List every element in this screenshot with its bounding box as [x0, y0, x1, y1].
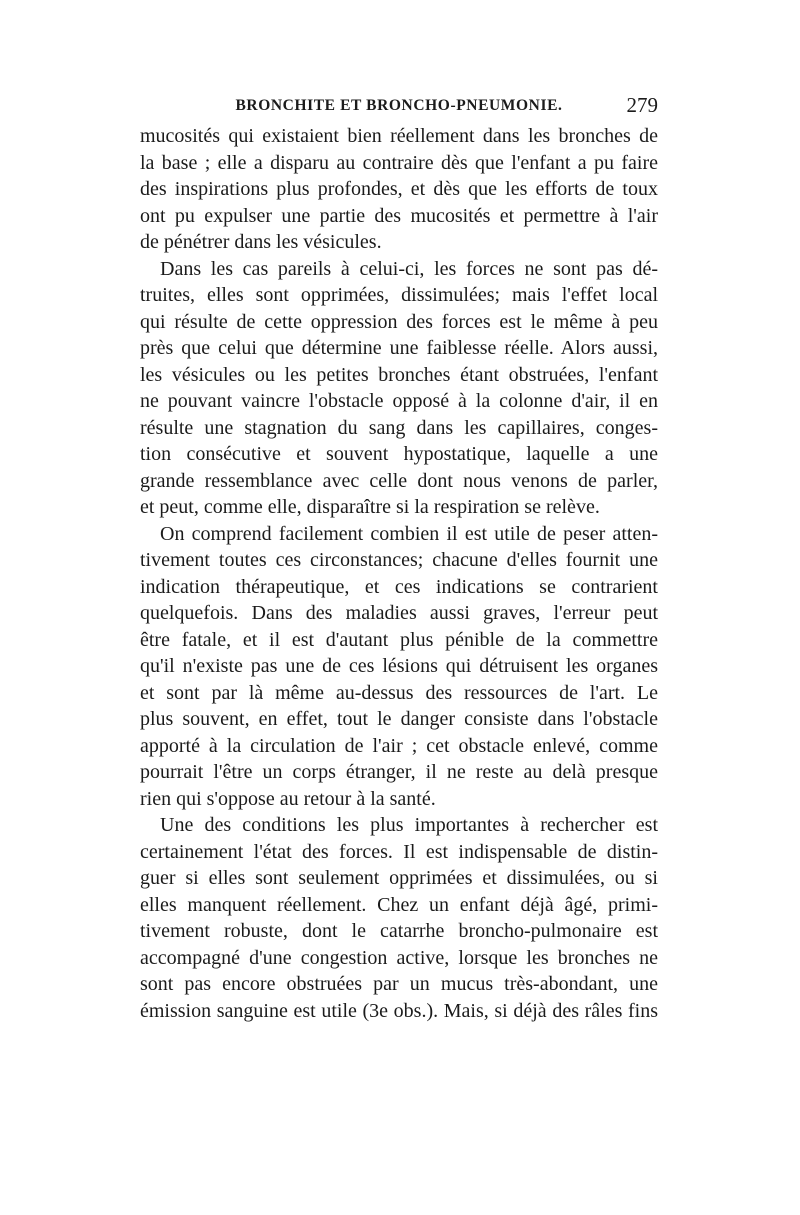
text-line: la base ; elle a disparu au contraire dès que l'enfant a pu faire — [140, 151, 658, 174]
text-line: indication thérapeutique, et ces indications se contrarient — [140, 575, 658, 598]
text-line: qu'il n'existe pas une de ces lésions qui détruisent les organes — [140, 655, 658, 677]
text-line: elles manquent réellement. Chez un enfant déjà âgé, primi- — [140, 893, 658, 916]
text-line: tion consécutive et souvent hypostatique, laquelle a une — [140, 443, 658, 465]
text-line: certainement l'état des forces. Il est indispensable de distin- — [140, 840, 658, 863]
running-title: BRONCHITE ET BRONCHO-PNEUMONIE. — [235, 97, 563, 114]
text-line: les vésicules ou les petites bronches étant obstruées, l'enfant — [140, 363, 658, 386]
text-line: mucosités qui existaient bien réellement dans les bronches de — [140, 125, 658, 147]
text-line: ont pu expulser une partie des mucosités et permettre à l'air — [140, 204, 658, 227]
text-line: émission sanguine est utile (3e obs.). Mais, si déjà des râles fins — [140, 999, 658, 1022]
text-line: accompagné d'une congestion active, lorsque les bronches ne — [140, 946, 658, 969]
text-line: ne pouvant vaincre l'obstacle opposé à la colonne d'air, il en — [140, 390, 658, 412]
text-line: tivement toutes ces circonstances; chacune d'elles fournit une — [140, 549, 658, 571]
text-line: plus souvent, en effet, tout le danger consiste dans l'obstacle — [140, 708, 658, 730]
text-line: quelquefois. Dans des maladies aussi graves, l'erreur peut — [140, 602, 658, 624]
text-line: rien qui s'oppose au retour à la santé. — [140, 787, 436, 810]
text-line: pourrait l'être un corps étranger, il ne reste au delà presque — [140, 761, 658, 783]
text-line: grande ressemblance avec celle dont nous venons de parler, — [140, 469, 658, 492]
running-head — [140, 93, 658, 123]
paragraph — [140, 812, 658, 1024]
text-line: sont pas encore obstruées par un mucus très-abondant, une — [140, 973, 658, 995]
text-line: apporté à la circulation de l'air ; cet obstacle enlevé, comme — [140, 734, 658, 757]
text-line: résulte une stagnation du sang dans les capillaires, conges- — [140, 416, 658, 439]
text-line: Dans les cas pareils à celui-ci, les forces ne sont pas dé- — [160, 257, 658, 280]
text-line: Une des conditions les plus importantes à rechercher est — [160, 814, 658, 836]
text-line: de pénétrer dans les vésicules. — [140, 231, 382, 253]
text-line: et sont par là même au-dessus des ressources de l'art. Le — [140, 681, 658, 704]
text-line: et peut, comme elle, disparaître si la respiration se relève. — [140, 496, 600, 518]
text-line: des inspirations plus profondes, et dès que les efforts de toux — [140, 178, 658, 200]
text-line: près que celui que détermine une faiblesse réelle. Alors aussi, — [140, 337, 658, 359]
text-line: guer si elles sont seulement opprimées et dissimulées, ou si — [140, 867, 658, 889]
page-number: 279 — [626, 93, 658, 117]
paragraph — [140, 521, 658, 813]
body-text — [140, 123, 658, 1024]
text-line: truites, elles sont opprimées, dissimulées; mais l'effet local — [140, 284, 658, 306]
text-line: qui résulte de cette oppression des forces est le même à peu — [140, 310, 658, 333]
text-line: être fatale, et il est d'autant plus pénible de la commettre — [140, 628, 658, 651]
paragraph — [140, 123, 658, 256]
text-line: On comprend facilement combien il est utile de peser atten- — [160, 522, 658, 545]
text-line: tivement robuste, dont le catarrhe broncho-pulmonaire est — [140, 920, 658, 942]
paragraph — [140, 256, 658, 521]
